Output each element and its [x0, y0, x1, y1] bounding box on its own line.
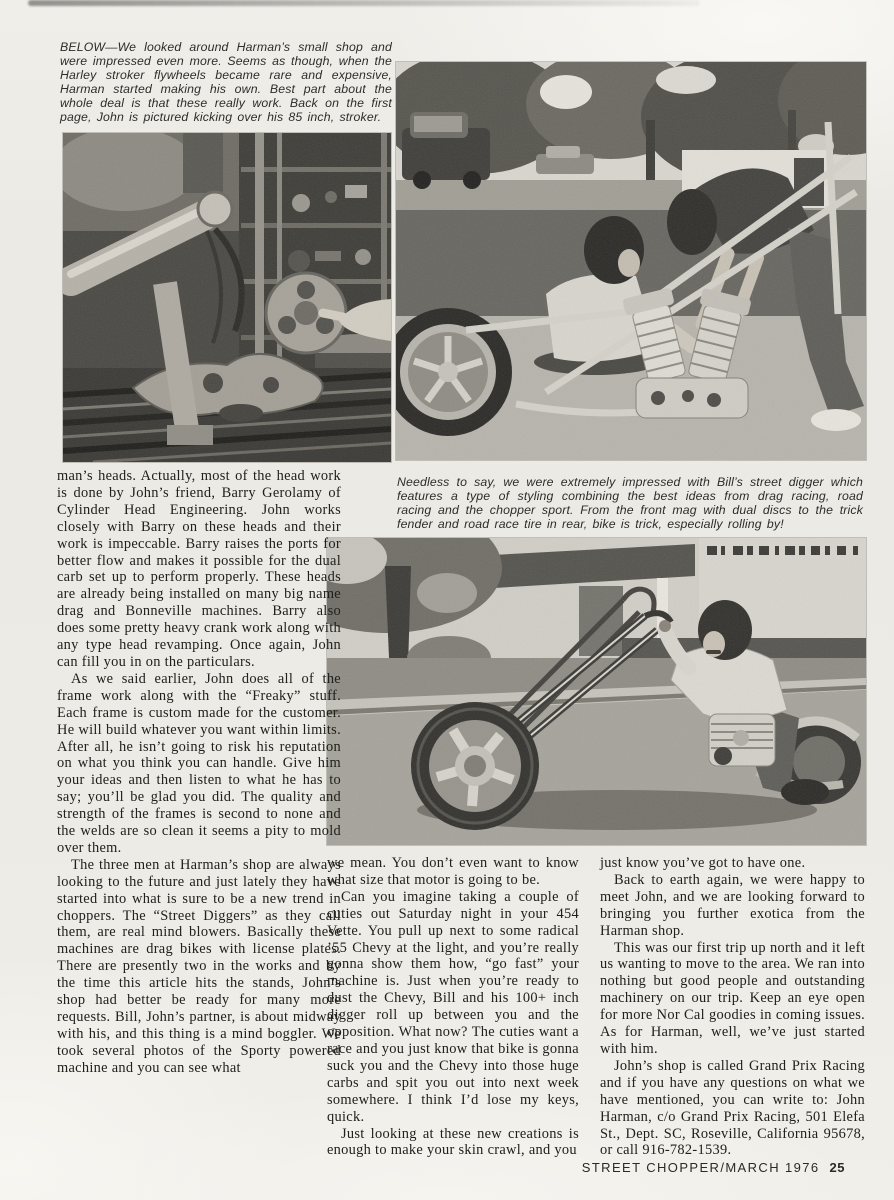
- paragraph: This was our first trip up north and it left us wanting to move to the area. We ran into nothing but good people and outstanding machinery on our trip. Keep an eye open for more Nor Cal goodies in coming issues. As for Harman, well, we’ve just started with him.: [600, 939, 865, 1057]
- paragraph: just know you’ve got to have one.: [600, 855, 806, 871]
- photo-workshop-illustration: [63, 133, 391, 462]
- paragraph: The three men at Harman’s shop are always looking to the future and just lately they have started into what is sure to be a new trend in choppers. The “Street Diggers” as they call them, are real mind blowers. Basically these machines are drag bikes with license plates. There are presently two in the works and by the time this article hits the stands, John’s shop had better be ready for many more requests. Bill, John’s partner, is about midway with his, and this thing is a mind boggler. We took several photos of the Sporty powered machine and you can see what: [57, 856, 341, 1076]
- photo-riding: [327, 538, 866, 845]
- paragraph: John’s shop is called Grand Prix Racing and if you have any questions on what we have mentioned, you can write to: John Harman, c/o Grand Prix Racing, 501 Elefa St., Dept. SC, Roseville, California 95678, or call 916-782-1539.: [600, 1057, 865, 1159]
- magazine-title: STREET CHOPPER/MARCH 1976: [581, 1160, 820, 1175]
- paragraph: As we said earlier, John does all of the frame work along with the “Freaky” stuff. Each frame is custom made for the customer. He will build whatever you want within limits. After all, he isn’t going to risk his reputation on what you think you can handle. Give him your ideas and then listen to what he has to say; you’ll be glad you did. The quality and strength of the frames is second to none and the welds are so clean it seems a pity to mold over them.: [57, 670, 341, 856]
- article-column-3: [600, 855, 865, 1159]
- photo-street-digger: [396, 62, 866, 460]
- photo-street-digger-illustration: [396, 62, 866, 460]
- photo-workshop: [63, 133, 391, 462]
- caption-below-left: BELOW—We looked around Harman’s small shop and were impressed even more. Seems as though, when the Harley stroker flywheels became rare and expensive, Harman started making his own. Best part about the whole deal is that these really work. Back on the first page, John is pictured kicking over his 85 inch, stroker.: [60, 40, 392, 124]
- article-column-1: [57, 468, 341, 1077]
- paragraph: man’s heads. Actually, most of the head work is done by John’s friend, Barry Gerolamy of Cylinder Head Engineering. John works closely with Barry on these heads and their work is impeccable. Barry raises the ports for better flow and makes it possible for the dual carb set up to perform properly. These heads are already being installed on many big name drag and Bonneville machines. Barry also does some pretty heavy crank work along with any type head revamping. Once again, John can fill you in on the particulars.: [57, 468, 341, 670]
- scan-edge-artifact: [28, 0, 700, 6]
- page-number: 25: [829, 1160, 845, 1175]
- paragraph: Back to earth again, we were happy to meet John, and we are looking forward to bringing you further exotica from the Harman shop.: [600, 871, 865, 939]
- paragraph: Can you imagine taking a couple of cuties out Saturday night in your 454 Vette. You pull up next to some radical ’55 Chevy at the light, and you’re really gonna show them how, “go fast” your machine is. Just when you’re ready to dust the Chevy, Bill and his 100+ inch digger roll up between you and the opposition. What now? The cuties want a race and you just know that bike is gonna suck you and the Chevy into those huge carbs and spit you out into next week somewhere. I think I’d lose my keys, quick.: [327, 888, 579, 1125]
- caption-street-digger: Needless to say, we were extremely impressed with Bill’s street digger which features a type of styling combining the best ideas from drag racing, road racing and the chopper sport. From the front mag with dual discs to the trick fender and road race tire in rear, bike is trick, especially rolling by!: [397, 475, 863, 531]
- article-column-2: [327, 855, 579, 1159]
- paragraph: Just looking at these new creations is enough to make your skin crawl, and you: [327, 1125, 579, 1159]
- photo-riding-illustration: [327, 538, 866, 845]
- page-footer: [582, 1160, 845, 1175]
- paragraph: we mean. You don’t even want to know what size that motor is going to be.: [327, 855, 579, 888]
